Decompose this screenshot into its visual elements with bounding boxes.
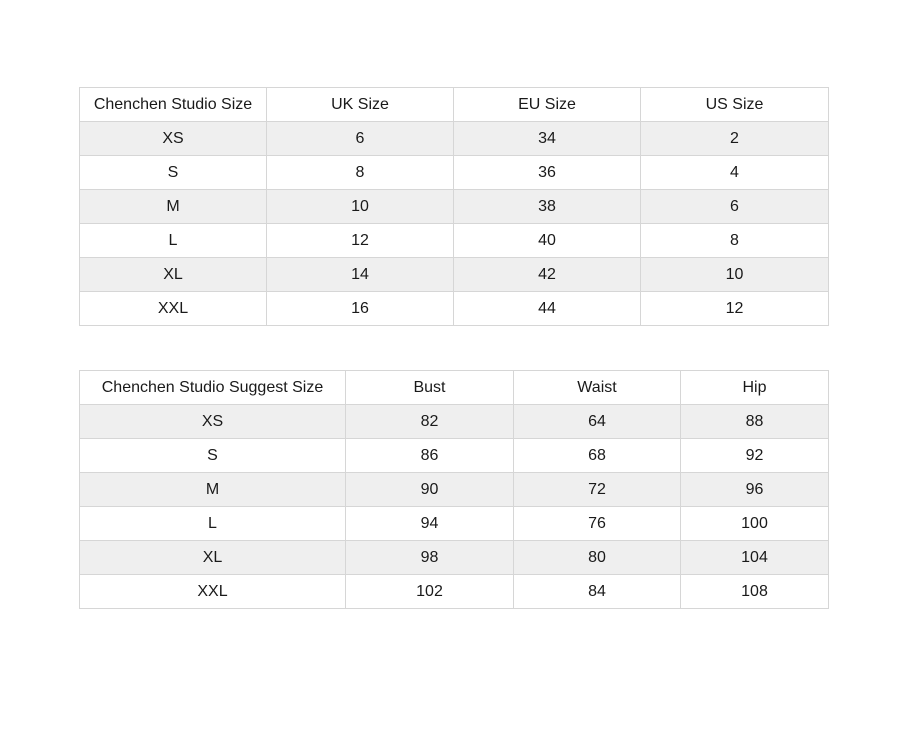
table-cell: 4 xyxy=(641,156,829,190)
column-header-eu-size: EU Size xyxy=(454,88,641,122)
table-cell: 102 xyxy=(346,575,514,609)
column-header-waist: Waist xyxy=(514,371,681,405)
table-cell: S xyxy=(80,156,267,190)
table-row xyxy=(80,541,829,575)
table-cell: M xyxy=(80,473,346,507)
table-cell: 72 xyxy=(514,473,681,507)
table-row xyxy=(80,156,829,190)
table-cell: 8 xyxy=(267,156,454,190)
table-cell: 108 xyxy=(681,575,829,609)
table-cell: 12 xyxy=(267,224,454,258)
table-cell: 92 xyxy=(681,439,829,473)
column-header-us-size: US Size xyxy=(641,88,829,122)
size-conversion-table xyxy=(79,87,829,326)
table-cell: 76 xyxy=(514,507,681,541)
table-cell: XL xyxy=(80,258,267,292)
table-row xyxy=(80,224,829,258)
table-cell: 12 xyxy=(641,292,829,326)
column-header-studio-size: Chenchen Studio Size xyxy=(80,88,267,122)
table-cell: XXL xyxy=(80,292,267,326)
table-row xyxy=(80,575,829,609)
table-cell: 10 xyxy=(267,190,454,224)
table-cell: 96 xyxy=(681,473,829,507)
table-cell: 38 xyxy=(454,190,641,224)
table-cell: 64 xyxy=(514,405,681,439)
table-row xyxy=(80,122,829,156)
table-cell: L xyxy=(80,224,267,258)
table-cell: 42 xyxy=(454,258,641,292)
table-cell: 94 xyxy=(346,507,514,541)
table-row xyxy=(80,190,829,224)
table-cell: 34 xyxy=(454,122,641,156)
table-cell: 14 xyxy=(267,258,454,292)
table-cell: 98 xyxy=(346,541,514,575)
table-cell: XL xyxy=(80,541,346,575)
table-cell: XS xyxy=(80,122,267,156)
table-cell: 36 xyxy=(454,156,641,190)
table-cell: S xyxy=(80,439,346,473)
column-header-hip: Hip xyxy=(681,371,829,405)
table-cell: 2 xyxy=(641,122,829,156)
table-cell: 6 xyxy=(267,122,454,156)
table-cell: 8 xyxy=(641,224,829,258)
table-cell: XXL xyxy=(80,575,346,609)
table-cell: M xyxy=(80,190,267,224)
table-row xyxy=(80,439,829,473)
table-cell: 88 xyxy=(681,405,829,439)
table-row xyxy=(80,405,829,439)
table-cell: 104 xyxy=(681,541,829,575)
table-cell: 68 xyxy=(514,439,681,473)
column-header-suggest-size: Chenchen Studio Suggest Size xyxy=(80,371,346,405)
table-row xyxy=(80,507,829,541)
table-cell: 6 xyxy=(641,190,829,224)
table-cell: 90 xyxy=(346,473,514,507)
table-cell: 44 xyxy=(454,292,641,326)
column-header-bust: Bust xyxy=(346,371,514,405)
table-row xyxy=(80,258,829,292)
table-cell: L xyxy=(80,507,346,541)
table-row xyxy=(80,292,829,326)
table-cell: 100 xyxy=(681,507,829,541)
table-header-row xyxy=(80,88,829,122)
table-cell: 40 xyxy=(454,224,641,258)
table-cell: 16 xyxy=(267,292,454,326)
table-cell: 82 xyxy=(346,405,514,439)
table-cell: 10 xyxy=(641,258,829,292)
table-cell: XS xyxy=(80,405,346,439)
table-cell: 86 xyxy=(346,439,514,473)
table-header-row xyxy=(80,371,829,405)
column-header-uk-size: UK Size xyxy=(267,88,454,122)
table-row xyxy=(80,473,829,507)
body-measurements-table xyxy=(79,370,829,609)
table-cell: 84 xyxy=(514,575,681,609)
table-cell: 80 xyxy=(514,541,681,575)
